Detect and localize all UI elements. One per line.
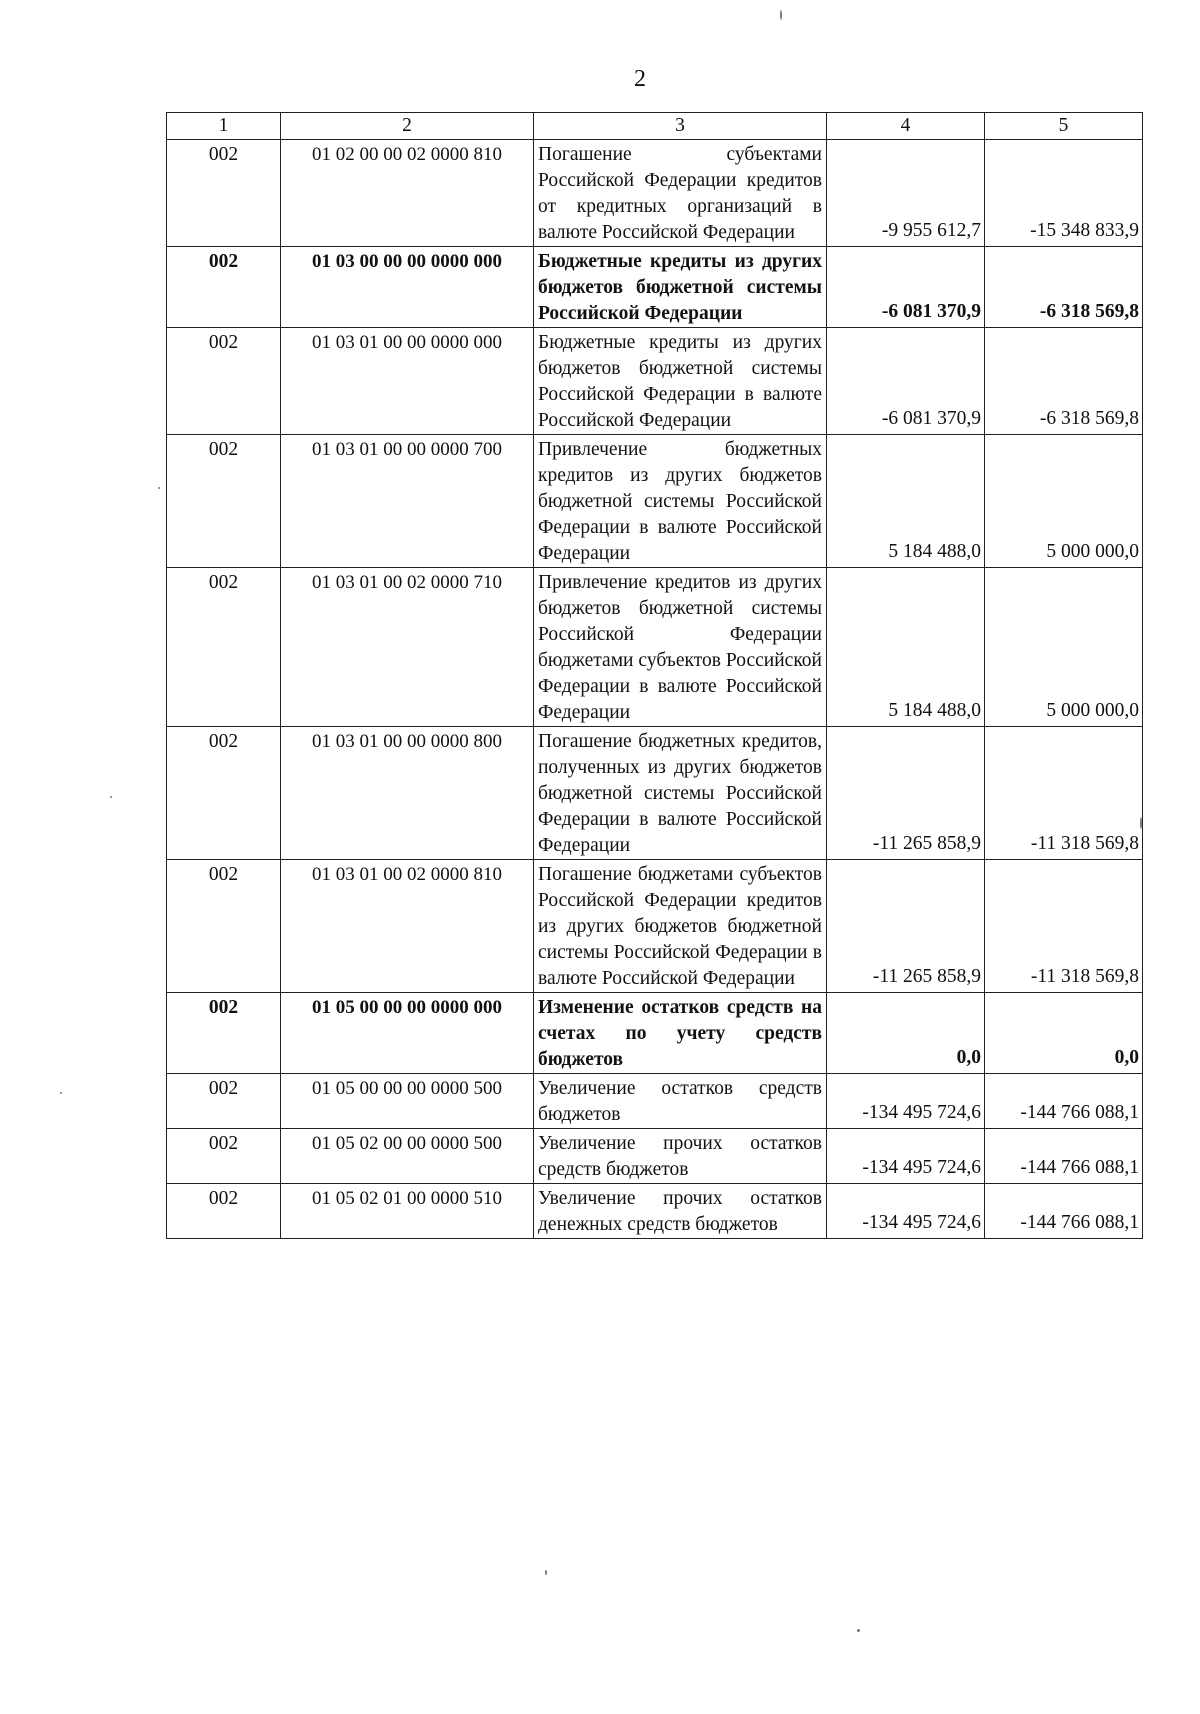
admin-code-cell: 002 <box>167 140 281 247</box>
table-row <box>167 1184 1143 1239</box>
admin-code-cell: 002 <box>167 247 281 328</box>
amount-col5-cell: -144 766 088,1 <box>985 1184 1143 1239</box>
item-name-cell: Привлечение кредитов из других бюджетов бюджетной системы Российской Федерации бюджетами субъектов Российской Федерации в валюте Российской Федерации <box>534 568 827 727</box>
table-row <box>167 1074 1143 1129</box>
admin-code-cell: 002 <box>167 328 281 435</box>
amount-col4-cell: -11 265 858,9 <box>827 860 985 993</box>
table-row <box>167 993 1143 1074</box>
budget-code-cell: 01 03 01 00 02 0000 810 <box>281 860 534 993</box>
table-header-row <box>167 113 1143 140</box>
item-name-cell: Бюджетные кредиты из других бюджетов бюджетной системы Российской Федерации <box>534 247 827 328</box>
amount-col4-cell: -9 955 612,7 <box>827 140 985 247</box>
amount-col4-cell: -134 495 724,6 <box>827 1184 985 1239</box>
budget-code-cell: 01 03 01 00 00 0000 800 <box>281 727 534 860</box>
item-name-cell: Увеличение прочих остатков денежных средств бюджетов <box>534 1184 827 1239</box>
amount-col4-cell: 5 184 488,0 <box>827 435 985 568</box>
budget-code-cell: 01 03 01 00 02 0000 710 <box>281 568 534 727</box>
amount-col5-cell: -11 318 569,8 <box>985 860 1143 993</box>
amount-col5-cell: 5 000 000,0 <box>985 568 1143 727</box>
item-name-cell: Бюджетные кредиты из других бюджетов бюджетной системы Российской Федерации в валюте Российской Федерации <box>534 328 827 435</box>
item-name-cell: Изменение остатков средств на счетах по учету средств бюджетов <box>534 993 827 1074</box>
amount-col4-cell: -11 265 858,9 <box>827 727 985 860</box>
amount-col4-cell: -134 495 724,6 <box>827 1129 985 1184</box>
item-name-cell: Увеличение прочих остатков средств бюджетов <box>534 1129 827 1184</box>
amount-col4-cell: 5 184 488,0 <box>827 568 985 727</box>
header-cell-2: 2 <box>281 113 534 140</box>
header-cell-3: 3 <box>534 113 827 140</box>
admin-code-cell: 002 <box>167 1184 281 1239</box>
header-cell-5: 5 <box>985 113 1143 140</box>
amount-col4-cell: 0,0 <box>827 993 985 1074</box>
budget-code-cell: 01 03 00 00 00 0000 000 <box>281 247 534 328</box>
budget-code-cell: 01 05 00 00 00 0000 000 <box>281 993 534 1074</box>
item-name-cell: Увеличение остатков средств бюджетов <box>534 1074 827 1129</box>
item-name-cell: Погашение субъектами Российской Федерации кредитов от кредитных организаций в валюте Российской Федерации <box>534 140 827 247</box>
header-cell-1: 1 <box>167 113 281 140</box>
budget-code-cell: 01 03 01 00 00 0000 700 <box>281 435 534 568</box>
table-row <box>167 435 1143 568</box>
amount-col4-cell: -6 081 370,9 <box>827 247 985 328</box>
amount-col5-cell: 5 000 000,0 <box>985 435 1143 568</box>
admin-code-cell: 002 <box>167 1129 281 1184</box>
budget-code-cell: 01 03 01 00 00 0000 000 <box>281 328 534 435</box>
admin-code-cell: 002 <box>167 435 281 568</box>
amount-col5-cell: -6 318 569,8 <box>985 328 1143 435</box>
budget-code-cell: 01 05 02 00 00 0000 500 <box>281 1129 534 1184</box>
amount-col4-cell: -134 495 724,6 <box>827 1074 985 1129</box>
admin-code-cell: 002 <box>167 568 281 727</box>
table-row <box>167 247 1143 328</box>
item-name-cell: Привлечение бюджетных кредитов из других бюджетов бюджетной системы Российской Федерации в валюте Российской Федерации <box>534 435 827 568</box>
page-number: 2 <box>634 66 646 92</box>
amount-col4-cell: -6 081 370,9 <box>827 328 985 435</box>
budget-table <box>166 112 1143 1239</box>
admin-code-cell: 002 <box>167 727 281 860</box>
amount-col5-cell: -11 318 569,8 <box>985 727 1143 860</box>
amount-col5-cell: -15 348 833,9 <box>985 140 1143 247</box>
table-row <box>167 727 1143 860</box>
table-row <box>167 860 1143 993</box>
amount-col5-cell: 0,0 <box>985 993 1143 1074</box>
amount-col5-cell: -144 766 088,1 <box>985 1074 1143 1129</box>
item-name-cell: Погашение бюджетных кредитов, полученных из других бюджетов бюджетной системы Российской Федерации в валюте Российской Федерации <box>534 727 827 860</box>
budget-code-cell: 01 05 02 01 00 0000 510 <box>281 1184 534 1239</box>
table-row <box>167 1129 1143 1184</box>
amount-col5-cell: -144 766 088,1 <box>985 1129 1143 1184</box>
budget-code-cell: 01 05 00 00 00 0000 500 <box>281 1074 534 1129</box>
admin-code-cell: 002 <box>167 1074 281 1129</box>
table-row <box>167 140 1143 247</box>
header-cell-4: 4 <box>827 113 985 140</box>
table-row <box>167 328 1143 435</box>
budget-code-cell: 01 02 00 00 02 0000 810 <box>281 140 534 247</box>
admin-code-cell: 002 <box>167 993 281 1074</box>
item-name-cell: Погашение бюджетами субъектов Российской Федерации кредитов из других бюджетов бюджетной системы Российской Федерации в валюте Российской Федерации <box>534 860 827 993</box>
amount-col5-cell: -6 318 569,8 <box>985 247 1143 328</box>
table-row <box>167 568 1143 727</box>
admin-code-cell: 002 <box>167 860 281 993</box>
